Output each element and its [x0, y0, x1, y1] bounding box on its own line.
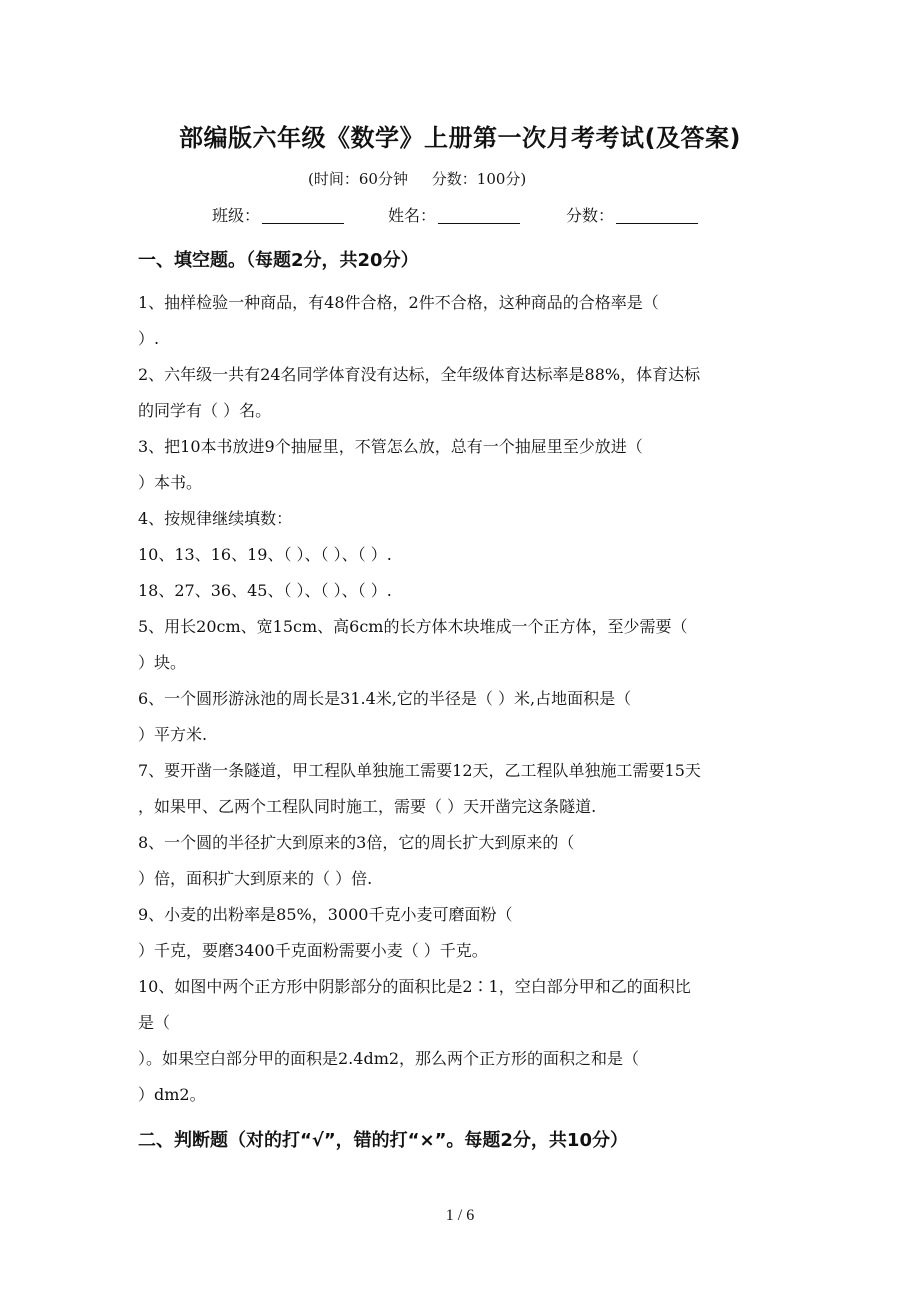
question-line: ）. [138, 329, 160, 348]
question-line: ）平方米. [138, 725, 208, 744]
question-line: ，如果甲、乙两个工程队同时施工，需要（ ）天开凿完这条隧道. [138, 797, 597, 816]
class-field [212, 203, 344, 226]
score-blank [616, 207, 698, 224]
question-line: 7、要开凿一条隧道，甲工程队单独施工需要12天，乙工程队单独施工需要15天 [138, 761, 701, 780]
question-line: ）本书。 [138, 473, 203, 492]
question-line: 18、27、36、45、（ ）、（ ）、（ ）. [138, 581, 392, 600]
exam-time-score: (时间：60分钟 分数：100分) [308, 170, 527, 188]
question-line: ）倍，面积扩大到原来的（ ）倍. [138, 869, 373, 888]
class-label: 班级： [212, 206, 261, 225]
question-line: ）。如果空白部分甲的面积是2.4dm2，那么两个正方形的面积之和是（ [138, 1049, 640, 1068]
question-line: 4、按规律继续填数： [138, 509, 293, 528]
score-field [566, 203, 698, 226]
section-2-heading: 二、判断题（对的打“√”，错的打“×”。每题2分，共10分） [138, 1130, 628, 1151]
question-line: ）千克，要磨3400千克面粉需要小麦（ ）千克。 [138, 941, 488, 960]
question-line: 3、把10本书放进9个抽屉里，不管怎么放，总有一个抽屉里至少放进（ [138, 437, 643, 456]
question-line: 10、13、16、19、（ ）、（ ）、（ ）. [138, 545, 392, 564]
page-number: 1 / 6 [445, 1207, 475, 1224]
question-line: 10、如图中两个正方形中阴影部分的面积比是2∶1，空白部分甲和乙的面积比 [138, 977, 691, 996]
question-line: 2、六年级一共有24名同学体育没有达标，全年级体育达标率是88%，体育达标 [138, 365, 701, 384]
class-blank [262, 207, 344, 224]
score-label: 分数： [566, 206, 615, 225]
name-label: 姓名： [388, 206, 437, 225]
question-line: 6、一个圆形游泳池的周长是31.4米,它的半径是（ ）米,占地面积是（ [138, 689, 632, 708]
question-line: 9、小麦的出粉率是85%，3000千克小麦可磨面粉（ [138, 905, 513, 924]
question-line: ）块。 [138, 653, 187, 672]
question-line: 的同学有（ ）名。 [138, 401, 272, 420]
name-field [388, 203, 520, 226]
question-line: 8、一个圆的半径扩大到原来的3倍，它的周长扩大到原来的（ [138, 833, 575, 852]
name-blank [438, 207, 520, 224]
question-line: 1、抽样检验一种商品，有48件合格，2件不合格，这种商品的合格率是（ [138, 293, 659, 312]
question-line: 5、用长20cm、宽15cm、高6cm的长方体木块堆成一个正方体，至少需要（ [138, 617, 688, 636]
question-line: 是（ [138, 1013, 171, 1032]
exam-title: 部编版六年级《数学》上册第一次月考考试(及答案) [179, 124, 741, 152]
question-line: ）dm2。 [138, 1085, 206, 1104]
section-1-heading: 一、填空题。（每题2分，共20分） [138, 250, 419, 271]
